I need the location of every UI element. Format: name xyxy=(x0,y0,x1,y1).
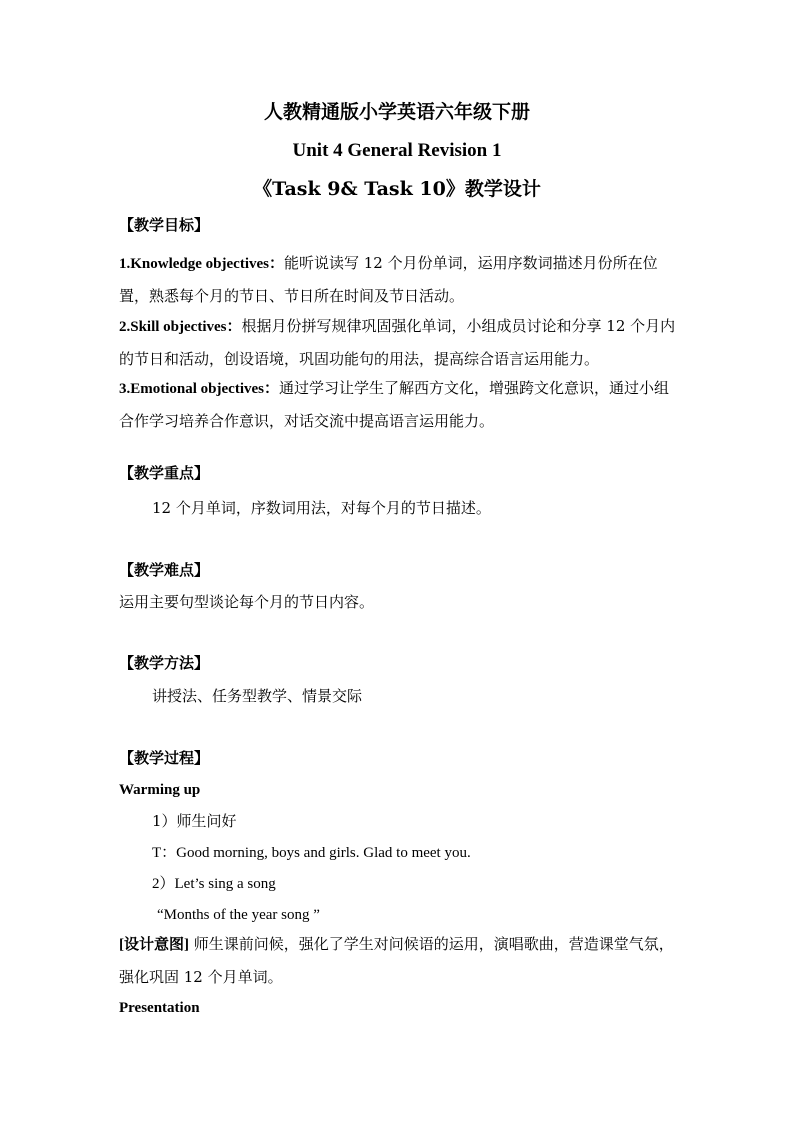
methods-text: 讲授法、任务型教学、情景交际 xyxy=(152,687,363,705)
objective-knowledge xyxy=(119,248,679,312)
document-subtitle-task: 《Task 9& Task 10》教学设计 xyxy=(253,178,541,200)
objective-emotional xyxy=(119,373,679,437)
objective-skill-text: 根据月份拼写规律巩固强化单词，小组成员讨论和分享 12 个月内的节日和活动，创设语境，巩固功能句的用法，提高综合语言运用能力。 xyxy=(119,317,676,368)
design-intent-text: 师生课前问候，强化了学生对问候语的运用，演唱歌曲，营造课堂气氛，强化巩固 12 个月单词。 xyxy=(119,935,674,986)
warming-up-label: Warming up xyxy=(119,782,201,798)
process-heading: 【教学过程】 xyxy=(119,749,210,767)
objective-emotional-label: 3.Emotional objectives： xyxy=(119,381,279,397)
document-subtitle-unit: Unit 4 General Revision 1 xyxy=(292,140,502,161)
document-title: 人教精通版小学英语六年级下册 xyxy=(263,101,530,123)
difficulties-heading: 【教学难点】 xyxy=(119,561,210,579)
teacher-greeting-line: T：Good morning, boys and girls. Glad to meet you. xyxy=(152,845,471,861)
objective-knowledge-label: 1.Knowledge objectives： xyxy=(119,256,284,272)
presentation-label: Presentation xyxy=(119,1000,200,1016)
objective-emotional-text: 通过学习让学生了解西方文化，增强跨文化意识，通过小组合作学习培养合作意识，对话交流中提高语言运用能力。 xyxy=(119,379,669,430)
step-greeting: 1）师生问好 xyxy=(152,812,237,830)
objective-skill-label: 2.Skill objectives： xyxy=(119,319,242,335)
difficulties-text: 运用主要句型谈论每个月的节日内容。 xyxy=(119,593,375,611)
objectives-heading: 【教学目标】 xyxy=(119,216,210,234)
objective-skill xyxy=(119,311,679,375)
design-intent xyxy=(119,929,679,993)
key-points-heading: 【教学重点】 xyxy=(119,464,210,482)
methods-heading: 【教学方法】 xyxy=(119,654,210,672)
key-points-text: 12 个月单词，序数词用法，对每个月的节日描述。 xyxy=(152,499,491,517)
design-intent-label: [设计意图] xyxy=(119,937,189,953)
step-sing-song: 2）Let’s sing a song xyxy=(152,876,276,892)
song-title: “Months of the year song ” xyxy=(157,907,320,923)
objective-knowledge-text: 能听说读写 12 个月份单词，运用序数词描述月份所在位置，熟悉每个月的节日、节日所在时间及节日活动。 xyxy=(119,254,658,305)
